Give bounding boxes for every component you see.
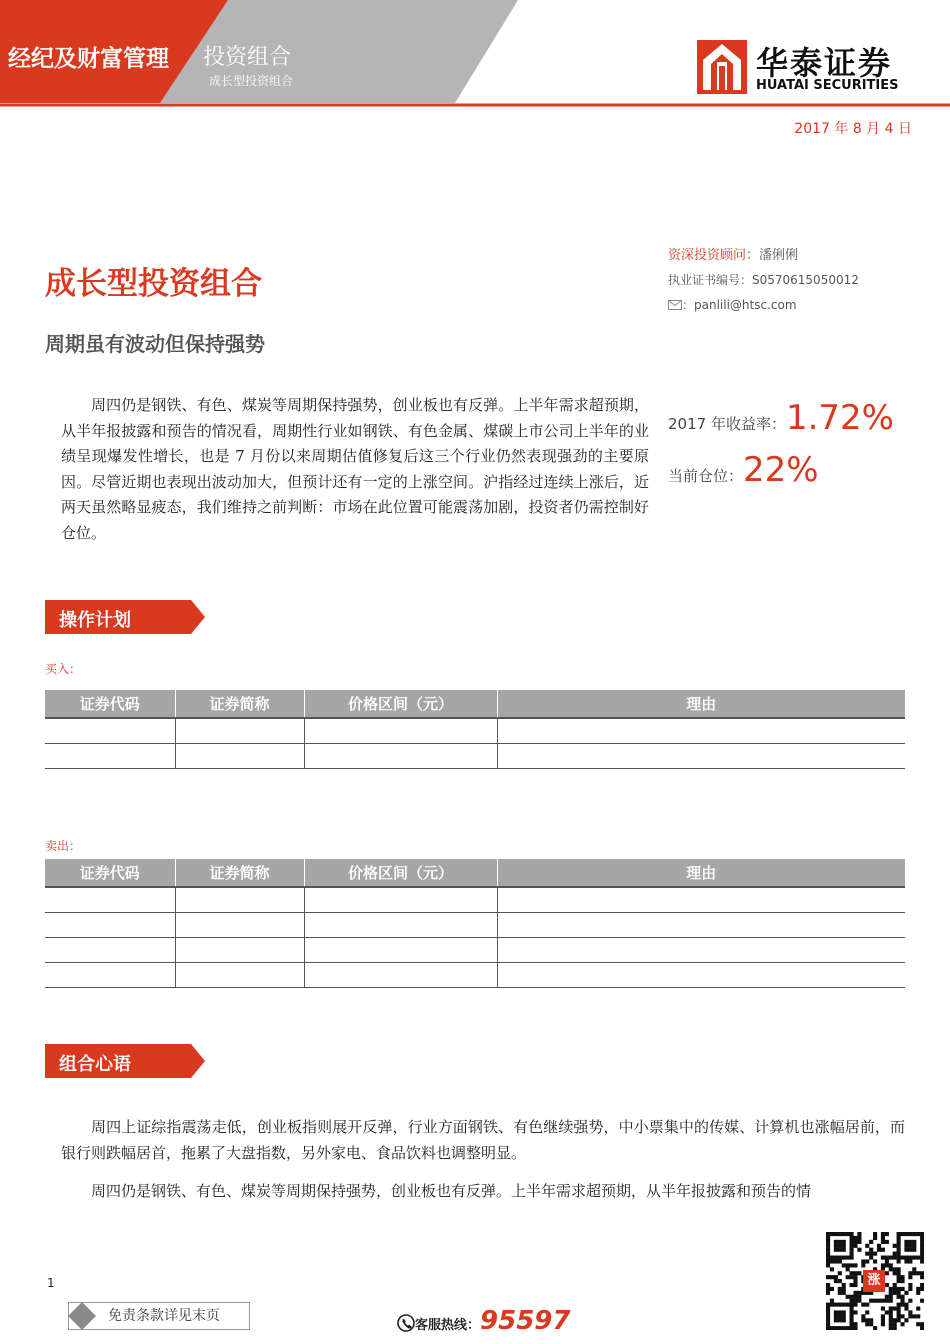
page-subtitle: 周期虽有波动但保持强势: [45, 332, 265, 356]
subcategory-title: 成长型投资组合: [209, 74, 294, 88]
table-cell: [304, 744, 497, 769]
phone-icon: [397, 1314, 415, 1332]
table-cell: [175, 718, 304, 744]
table-cell: [175, 938, 304, 963]
col-name: 证券简称: [175, 859, 304, 887]
notes-paragraph-1: 周四上证综指震荡走低，创业板指则展开反弹，行业方面钢铁、有色继续强势，中小票集中的传媒、计算机也涨幅居前，而银行则跌幅居首，拖累了大盘指数，另外家电、食品饮料也调整明显。: [61, 1118, 905, 1162]
col-reason: 理由: [497, 690, 905, 718]
section-notes-title: 组合心语: [59, 1054, 131, 1075]
table-cell: [497, 938, 905, 963]
advisor-email-row: [668, 296, 797, 313]
table-cell: [45, 718, 175, 744]
col-name: 证券简称: [175, 690, 304, 718]
table-cell: [175, 963, 304, 988]
intro-paragraph: 周四仍是钢铁、有色、煤炭等周期保持强势，创业板也有反弹。上半年需求超预期，从半年报披露和预告的情况看，周期性行业如钢铁、有色金属、煤碳上市公司上半年的业绩呈现爆发性增长，也是 7 月份以来周期估值修复后这三个行业仍然表现强劲的主要原因。尽管近期也表现出波动加大，但预计还有一定的上涨空间。沪指经过连续上涨后，近两天虽然略显疲态，我们维持之前判断：市场在此位置可能震荡加剧，投资者仍需控制好仓位。: [61, 396, 649, 542]
table-row: [45, 744, 905, 769]
logo-text-cn: 华泰证券: [756, 44, 893, 82]
col-price: 价格区间（元）: [304, 690, 497, 718]
position-value: 22%: [743, 450, 819, 490]
table-row: [45, 938, 905, 963]
col-code: 证券代码: [45, 859, 175, 887]
notes-paragraph-2: 周四仍是钢铁、有色、煤炭等周期保持强势，创业板也有反弹。上半年需求超预期，从半年报披露和预告的情: [91, 1182, 812, 1200]
table-row: [45, 963, 905, 988]
col-reason: 理由: [497, 859, 905, 887]
return-metric: [668, 398, 894, 438]
advisor-separator: ：: [746, 248, 760, 263]
table-cell: [45, 938, 175, 963]
table-cell: [497, 744, 905, 769]
table-cell: [45, 744, 175, 769]
advisor-email[interactable]: ：panlili@htsc.com: [682, 298, 797, 312]
col-code: 证券代码: [45, 690, 175, 718]
table-cell: [497, 718, 905, 744]
table-cell: [45, 913, 175, 938]
disclaimer-box: [68, 1302, 250, 1330]
table-cell: [304, 938, 497, 963]
sell-label: 卖出：: [45, 839, 82, 853]
table-cell: [45, 963, 175, 988]
advisor-info: [668, 244, 798, 263]
table-cell: [175, 887, 304, 913]
table-cell: [497, 887, 905, 913]
advisor-role: 资深投资顾问: [668, 248, 747, 263]
mail-icon: [668, 300, 682, 310]
table-cell: [497, 913, 905, 938]
logo-text-en: HUATAI SECURITIES: [756, 78, 899, 93]
table-row: [45, 913, 905, 938]
buy-table: [45, 690, 905, 769]
table-cell: [304, 718, 497, 744]
section-plan-title: 操作计划: [59, 610, 131, 631]
sell-table: [45, 859, 905, 988]
advisor-name: 潘俐俐: [759, 248, 799, 263]
buy-table-header: [45, 690, 905, 718]
section-plan-tag: [45, 600, 205, 634]
report-date: 2017 年 8 月 4 日: [794, 121, 912, 137]
table-cell: [497, 963, 905, 988]
position-label: 当前仓位：: [668, 467, 744, 485]
sell-table-header: [45, 859, 905, 887]
return-label: 2017 年收益率：: [668, 415, 786, 433]
huatai-logo-icon: [697, 40, 747, 94]
return-value: 1.72%: [785, 398, 894, 438]
page-number: 1: [47, 1276, 55, 1290]
section-notes-tag: [45, 1044, 205, 1078]
table-cell: [304, 913, 497, 938]
hotline-number[interactable]: 95597: [480, 1306, 571, 1336]
col-price: 价格区间（元）: [304, 859, 497, 887]
qr-badge: 涨: [863, 1270, 885, 1292]
hotline-label: 客服热线：: [415, 1318, 481, 1333]
table-cell: [304, 963, 497, 988]
hotline: [397, 1306, 570, 1336]
table-cell: [175, 913, 304, 938]
page-title: 成长型投资组合: [45, 266, 262, 302]
table-cell: [304, 887, 497, 913]
division-title: 经纪及财富管理: [8, 46, 169, 72]
advisor-cert: 执业证书编号：S0570615050012: [668, 273, 859, 287]
table-cell: [175, 744, 304, 769]
buy-label: 买入：: [45, 662, 82, 676]
position-metric: [668, 450, 819, 490]
table-cell: [45, 887, 175, 913]
table-row: [45, 887, 905, 913]
table-row: [45, 718, 905, 744]
category-title: 投资组合: [203, 45, 292, 70]
disclaimer-text[interactable]: 免责条款详见末页: [108, 1308, 220, 1324]
